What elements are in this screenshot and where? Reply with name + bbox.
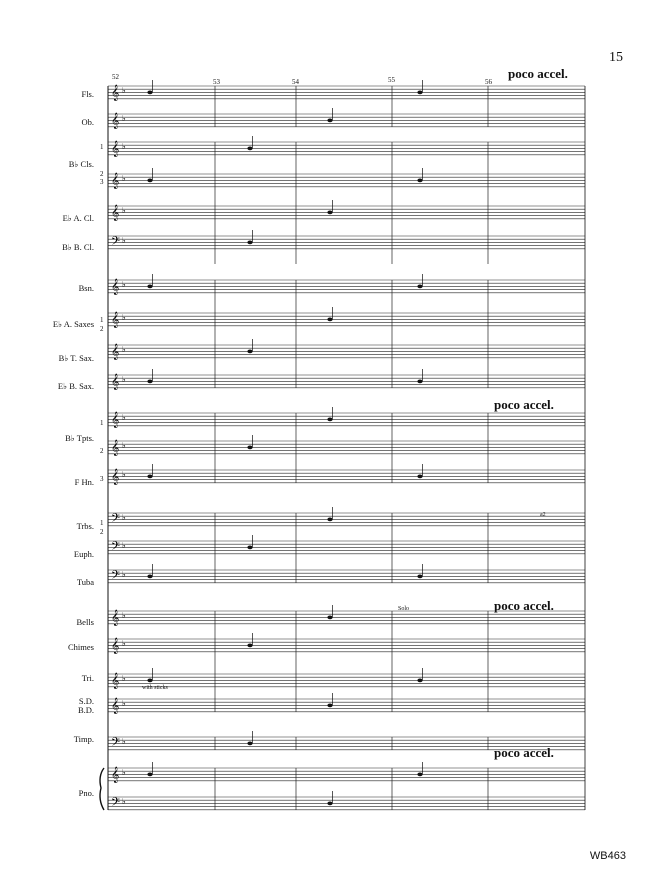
clef-icon: 𝄞 [111, 412, 120, 428]
instrument-label: B♭ B. Cl. [62, 242, 94, 252]
staff-number: 1 [100, 519, 104, 527]
note-head [417, 91, 422, 95]
note-head [247, 446, 252, 450]
instrument-label: E♭ A. Saxes [52, 319, 94, 329]
key-signature-icon: ♭ [122, 570, 126, 579]
clef-icon: 𝄞 [111, 141, 120, 157]
key-signature-icon: ♭ [122, 280, 126, 289]
clef-icon: 𝄞 [111, 113, 120, 129]
note-head [147, 91, 152, 95]
tempo-marking: poco accel. [494, 397, 554, 412]
instrument-label: E♭ B. Sax. [57, 381, 94, 391]
note-head [247, 241, 252, 245]
clef-icon: 𝄞 [111, 312, 120, 328]
clef-icon: 𝄢 [111, 796, 121, 812]
staff-number: 2 [100, 447, 104, 455]
instrument-label: Timp. [73, 734, 94, 744]
note-head [247, 350, 252, 354]
note-head [327, 704, 332, 708]
measure-number: 53 [213, 78, 220, 86]
instrument-label: Tri. [81, 673, 94, 683]
key-signature-icon: ♭ [122, 797, 126, 806]
clef-icon: 𝄞 [111, 610, 120, 626]
clef-icon: 𝄢 [111, 235, 121, 251]
note-head [327, 211, 332, 215]
staff-number: 2 [100, 170, 104, 178]
note-head [247, 742, 252, 746]
note-head [247, 147, 252, 151]
clef-icon: 𝄞 [111, 673, 120, 689]
key-signature-icon: ♭ [122, 236, 126, 245]
measure-number: 55 [388, 76, 395, 84]
key-signature-icon: ♭ [122, 114, 126, 123]
instrument-label: Chimes [68, 642, 94, 652]
note-head [147, 475, 152, 479]
instrument-label: Euph. [73, 549, 94, 559]
instrument-label: S.D. B.D. [77, 696, 94, 715]
instrument-label: F Hn. [74, 477, 94, 487]
note-head [327, 418, 332, 422]
clef-icon: 𝄢 [111, 512, 121, 528]
measure-number: 54 [292, 78, 299, 86]
clef-icon: 𝄞 [111, 698, 120, 714]
clef-icon: 𝄞 [111, 85, 120, 101]
note-head [327, 518, 332, 522]
key-signature-icon: ♭ [122, 375, 126, 384]
note-head [327, 318, 332, 322]
key-signature-icon: ♭ [122, 441, 126, 450]
key-signature-icon: ♭ [122, 174, 126, 183]
tempo-marking: poco accel. [494, 745, 554, 760]
instrument-label: B♭ Tpts. [65, 433, 94, 443]
note-head [327, 119, 332, 123]
staff-number: 3 [100, 475, 104, 483]
note-head [147, 575, 152, 579]
instrument-label: Ob. [81, 117, 94, 127]
instrument-label: Bells [76, 617, 94, 627]
tempo-marking: poco accel. [494, 598, 554, 613]
instrument-label: Trbs. [76, 521, 94, 531]
note-head [147, 679, 152, 683]
key-signature-icon: ♭ [122, 699, 126, 708]
catalog-code: WB463 [589, 850, 626, 862]
key-signature-icon: ♭ [122, 86, 126, 95]
instrument-label: B♭ T. Sax. [58, 353, 94, 363]
note-head [247, 644, 252, 648]
clef-icon: 𝄞 [111, 173, 120, 189]
clef-icon: 𝄞 [111, 638, 120, 654]
note-head [147, 285, 152, 289]
clef-icon: 𝄞 [111, 279, 120, 295]
key-signature-icon: ♭ [122, 737, 126, 746]
clef-icon: 𝄢 [111, 569, 121, 585]
note-head [327, 616, 332, 620]
key-signature-icon: ♭ [122, 768, 126, 777]
solo-annotation: Solo [398, 606, 410, 612]
clef-icon: 𝄞 [111, 469, 120, 485]
note-head [147, 179, 152, 183]
instrument-label: Fls. [81, 89, 94, 99]
clef-icon: 𝄞 [111, 374, 120, 390]
instrument-label: Tuba [76, 577, 94, 587]
note-head [417, 575, 422, 579]
staff-number: 2 [100, 325, 104, 333]
page-number: 15 [609, 50, 623, 65]
with-sticks-annotation: with sticks [142, 685, 168, 691]
clef-icon: 𝄞 [111, 767, 120, 783]
staff-number: 3 [100, 178, 104, 186]
key-signature-icon: ♭ [122, 345, 126, 354]
key-signature-icon: ♭ [122, 470, 126, 479]
note-head [327, 802, 332, 806]
clef-icon: 𝄢 [111, 736, 121, 752]
tempo-marking: poco accel. [508, 66, 568, 81]
key-signature-icon: ♭ [122, 611, 126, 620]
key-signature-icon: ♭ [122, 639, 126, 648]
note-head [417, 679, 422, 683]
instrument-label: Pno. [78, 788, 94, 798]
instrument-label: B♭ Cls. [68, 159, 94, 169]
note-head [147, 380, 152, 384]
instrument-label: E♭ A. Cl. [62, 213, 94, 223]
instrument-label: Bsn. [78, 283, 94, 293]
a2-annotation: a2 [540, 512, 546, 518]
note-head [417, 475, 422, 479]
key-signature-icon: ♭ [122, 674, 126, 683]
note-head [147, 773, 152, 777]
clef-icon: 𝄞 [111, 205, 120, 221]
staff-number: 2 [100, 528, 104, 536]
key-signature-icon: ♭ [122, 541, 126, 550]
staff-number: 1 [100, 316, 104, 324]
note-head [417, 285, 422, 289]
note-head [247, 546, 252, 550]
note-head [417, 773, 422, 777]
piano-brace [100, 768, 104, 810]
clef-icon: 𝄞 [111, 344, 120, 360]
key-signature-icon: ♭ [122, 513, 126, 522]
staff-number: 1 [100, 419, 104, 427]
measure-number: 52 [112, 73, 119, 81]
key-signature-icon: ♭ [122, 206, 126, 215]
clef-icon: 𝄢 [111, 540, 121, 556]
key-signature-icon: ♭ [122, 413, 126, 422]
note-head [417, 179, 422, 183]
clef-icon: 𝄞 [111, 440, 120, 456]
note-head [417, 380, 422, 384]
key-signature-icon: ♭ [122, 313, 126, 322]
measure-number: 56 [485, 78, 492, 86]
key-signature-icon: ♭ [122, 142, 126, 151]
staff-number: 1 [100, 143, 104, 151]
